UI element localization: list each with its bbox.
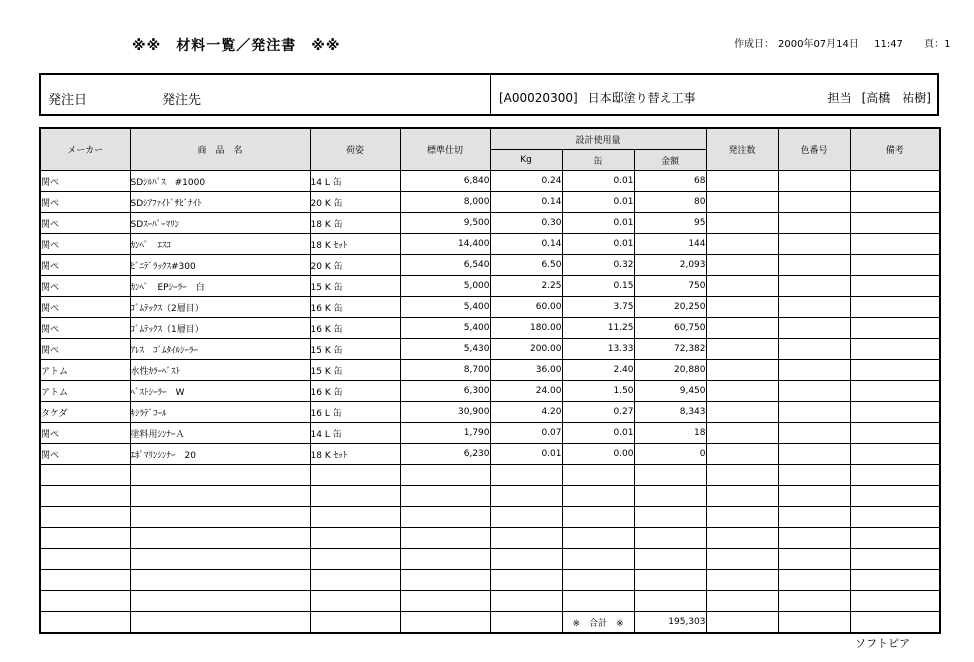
product-cell: ｶﾝﾍﾟ ｴｽｺ — [130, 234, 310, 255]
amount-cell: 750 — [634, 276, 706, 297]
price-cell: 6,840 — [400, 171, 490, 192]
empty-cell — [634, 591, 706, 612]
empty-cell — [778, 570, 850, 591]
empty-cell — [490, 591, 562, 612]
order-qty-cell — [706, 360, 778, 381]
col-maker: メーカー — [40, 128, 130, 171]
amount-cell: 72,382 — [634, 339, 706, 360]
empty-cell — [400, 549, 490, 570]
empty-cell — [400, 486, 490, 507]
order-qty-cell — [706, 171, 778, 192]
note-cell — [850, 192, 940, 213]
maker-cell: 関ペ — [40, 276, 130, 297]
empty-cell — [130, 570, 310, 591]
kg-cell: 0.14 — [490, 234, 562, 255]
empty-cell — [850, 570, 940, 591]
package-cell: 20 K 缶 — [310, 192, 400, 213]
empty-cell — [130, 528, 310, 549]
empty-cell — [490, 465, 562, 486]
empty-cell — [778, 507, 850, 528]
package-cell: 16 L 缶 — [310, 402, 400, 423]
empty-cell — [634, 486, 706, 507]
project-code: [A00020300] — [499, 91, 578, 105]
empty-cell — [310, 507, 400, 528]
empty-cell — [490, 570, 562, 591]
empty-cell — [490, 507, 562, 528]
table-row — [40, 234, 940, 255]
empty-cell — [850, 549, 940, 570]
empty-cell — [40, 549, 130, 570]
empty-cell — [40, 612, 130, 634]
kg-cell: 0.30 — [490, 213, 562, 234]
empty-cell — [634, 465, 706, 486]
table-row — [40, 297, 940, 318]
color-no-cell — [778, 381, 850, 402]
empty-cell — [490, 486, 562, 507]
package-cell: 20 K 缶 — [310, 255, 400, 276]
table-row-empty — [40, 549, 940, 570]
empty-cell — [310, 465, 400, 486]
product-cell: SDｼｱﾌｧｲﾄﾞｻﾋﾞﾅｲﾄ — [130, 192, 310, 213]
empty-cell — [40, 591, 130, 612]
amount-cell: 8,343 — [634, 402, 706, 423]
empty-cell — [850, 612, 940, 634]
note-cell — [850, 255, 940, 276]
color-no-cell — [778, 423, 850, 444]
empty-cell — [400, 465, 490, 486]
price-cell: 6,230 — [400, 444, 490, 465]
table-row — [40, 444, 940, 465]
order-info-box — [39, 73, 939, 116]
col-note: 備考 — [850, 128, 940, 171]
order-qty-cell — [706, 234, 778, 255]
empty-cell — [634, 507, 706, 528]
table-row — [40, 423, 940, 444]
amount-cell: 68 — [634, 171, 706, 192]
empty-cell — [562, 591, 634, 612]
maker-cell: 関ペ — [40, 318, 130, 339]
product-cell: SDｼﾙﾊﾞｽ #1000 — [130, 171, 310, 192]
col-order-qty: 発注数 — [706, 128, 778, 171]
col-can: 缶 — [562, 150, 634, 171]
person-label: 担当 — [827, 91, 852, 105]
table-row-empty — [40, 591, 940, 612]
empty-cell — [706, 528, 778, 549]
document-meta — [734, 35, 954, 50]
empty-cell — [310, 570, 400, 591]
color-no-cell — [778, 255, 850, 276]
can-cell: 0.01 — [562, 192, 634, 213]
kg-cell: 60.00 — [490, 297, 562, 318]
empty-cell — [400, 612, 490, 634]
maker-cell: アトム — [40, 360, 130, 381]
price-cell: 6,300 — [400, 381, 490, 402]
table-row-empty — [40, 465, 940, 486]
price-cell: 8,700 — [400, 360, 490, 381]
empty-cell — [634, 549, 706, 570]
amount-cell: 9,450 — [634, 381, 706, 402]
note-cell — [850, 318, 940, 339]
price-cell: 8,000 — [400, 192, 490, 213]
empty-cell — [40, 570, 130, 591]
amount-cell: 20,880 — [634, 360, 706, 381]
project-info — [499, 89, 696, 106]
order-qty-cell — [706, 339, 778, 360]
price-cell: 14,400 — [400, 234, 490, 255]
can-cell: 13.33 — [562, 339, 634, 360]
note-cell — [850, 360, 940, 381]
empty-cell — [562, 549, 634, 570]
table-row — [40, 213, 940, 234]
empty-cell — [400, 570, 490, 591]
created-date: 2000年07月14日 — [778, 39, 859, 50]
empty-cell — [778, 612, 850, 634]
kg-cell: 2.25 — [490, 276, 562, 297]
note-cell — [850, 171, 940, 192]
empty-cell — [490, 528, 562, 549]
table-row — [40, 402, 940, 423]
amount-cell: 18 — [634, 423, 706, 444]
package-cell: 16 K 缶 — [310, 297, 400, 318]
package-cell: 16 K 缶 — [310, 381, 400, 402]
can-cell: 0.32 — [562, 255, 634, 276]
maker-cell: タケダ — [40, 402, 130, 423]
empty-cell — [130, 465, 310, 486]
color-no-cell — [778, 192, 850, 213]
price-cell: 1,790 — [400, 423, 490, 444]
materials-table — [39, 127, 941, 634]
package-cell: 18 K ｾｯﾄ — [310, 234, 400, 255]
maker-cell: 関ペ — [40, 444, 130, 465]
package-cell: 15 K 缶 — [310, 360, 400, 381]
order-qty-cell — [706, 213, 778, 234]
empty-cell — [706, 570, 778, 591]
package-cell: 15 K 缶 — [310, 276, 400, 297]
document-title: ※※ 材料一覧／発注書 ※※ — [132, 38, 341, 54]
created-time: 11:47 — [874, 39, 903, 50]
empty-cell — [310, 549, 400, 570]
empty-cell — [706, 612, 778, 634]
order-info-left — [41, 75, 491, 114]
empty-cell — [634, 528, 706, 549]
color-no-cell — [778, 171, 850, 192]
empty-cell — [130, 612, 310, 634]
company-name: ソフトピア — [855, 637, 910, 650]
empty-cell — [706, 507, 778, 528]
project-name: 日本邸塗り替え工事 — [587, 91, 696, 105]
page-number: 頁：1 — [924, 39, 951, 50]
note-cell — [850, 234, 940, 255]
kg-cell: 0.01 — [490, 444, 562, 465]
empty-cell — [130, 591, 310, 612]
color-no-cell — [778, 276, 850, 297]
kg-cell: 6.50 — [490, 255, 562, 276]
empty-cell — [40, 465, 130, 486]
price-cell: 6,540 — [400, 255, 490, 276]
package-cell: 18 K 缶 — [310, 213, 400, 234]
created-label: 作成日： — [734, 39, 774, 50]
total-amount: 195,303 — [634, 612, 706, 634]
product-cell: 水性ｶﾗｰﾍﾞｽﾄ — [130, 360, 310, 381]
note-cell — [850, 297, 940, 318]
total-row — [40, 612, 940, 634]
color-no-cell — [778, 339, 850, 360]
empty-cell — [706, 486, 778, 507]
note-cell — [850, 213, 940, 234]
table-row — [40, 360, 940, 381]
price-cell: 30,900 — [400, 402, 490, 423]
person-name: [高橋 祐樹] — [861, 91, 931, 105]
table-row — [40, 318, 940, 339]
color-no-cell — [778, 360, 850, 381]
color-no-cell — [778, 402, 850, 423]
product-cell: ｶﾝﾍﾟ EPｼｰﾗｰ 白 — [130, 276, 310, 297]
col-package: 荷姿 — [310, 128, 400, 171]
color-no-cell — [778, 213, 850, 234]
can-cell: 3.75 — [562, 297, 634, 318]
table-row — [40, 276, 940, 297]
empty-cell — [778, 486, 850, 507]
product-cell: 塗料用ｼﾝﾅｰＡ — [130, 423, 310, 444]
product-cell: ｺﾞﾑﾃｯｸｽ（1層目） — [130, 318, 310, 339]
color-no-cell — [778, 297, 850, 318]
empty-cell — [850, 528, 940, 549]
table-row-empty — [40, 486, 940, 507]
col-color-no: 色番号 — [778, 128, 850, 171]
product-cell: ｺﾞﾑﾃｯｸｽ（2層目） — [130, 297, 310, 318]
maker-cell: 関ペ — [40, 192, 130, 213]
empty-cell — [310, 591, 400, 612]
note-cell — [850, 402, 940, 423]
note-cell — [850, 381, 940, 402]
empty-cell — [562, 486, 634, 507]
table-row — [40, 339, 940, 360]
order-qty-cell — [706, 255, 778, 276]
table-row — [40, 192, 940, 213]
maker-cell: 関ペ — [40, 339, 130, 360]
amount-cell: 0 — [634, 444, 706, 465]
empty-cell — [778, 549, 850, 570]
amount-cell: 144 — [634, 234, 706, 255]
empty-cell — [778, 528, 850, 549]
kg-cell: 180.00 — [490, 318, 562, 339]
note-cell — [850, 276, 940, 297]
can-cell: 0.27 — [562, 402, 634, 423]
empty-cell — [850, 507, 940, 528]
total-label: ※ 合計 ※ — [562, 612, 634, 634]
maker-cell: アトム — [40, 381, 130, 402]
empty-cell — [850, 465, 940, 486]
order-qty-cell — [706, 276, 778, 297]
table-row-empty — [40, 507, 940, 528]
can-cell: 0.01 — [562, 213, 634, 234]
order-qty-cell — [706, 318, 778, 339]
note-cell — [850, 444, 940, 465]
col-design-usage: 設計使用量 — [490, 128, 706, 150]
empty-cell — [562, 507, 634, 528]
empty-cell — [400, 528, 490, 549]
empty-cell — [130, 507, 310, 528]
amount-cell: 80 — [634, 192, 706, 213]
maker-cell: 関ペ — [40, 213, 130, 234]
empty-cell — [706, 549, 778, 570]
person-in-charge — [828, 89, 931, 106]
amount-cell: 20,250 — [634, 297, 706, 318]
product-cell: ﾋﾞﾆﾃﾞﾗｯｸｽ#300 — [130, 255, 310, 276]
can-cell: 1.50 — [562, 381, 634, 402]
maker-cell: 関ペ — [40, 234, 130, 255]
kg-cell: 24.00 — [490, 381, 562, 402]
amount-cell: 95 — [634, 213, 706, 234]
amount-cell: 2,093 — [634, 255, 706, 276]
price-cell: 5,400 — [400, 297, 490, 318]
product-cell: ﾍﾞｽﾄｼｰﾗｰ W — [130, 381, 310, 402]
amount-cell: 60,750 — [634, 318, 706, 339]
can-cell: 11.25 — [562, 318, 634, 339]
product-cell: ｷｼﾗﾃﾞｺｰﾙ — [130, 402, 310, 423]
package-cell: 14 L 缶 — [310, 423, 400, 444]
empty-cell — [40, 486, 130, 507]
empty-cell — [400, 591, 490, 612]
order-qty-cell — [706, 423, 778, 444]
empty-cell — [634, 570, 706, 591]
empty-cell — [400, 507, 490, 528]
package-cell: 16 K 缶 — [310, 318, 400, 339]
order-date-label: 発注日 — [48, 93, 88, 108]
order-qty-cell — [706, 297, 778, 318]
product-cell: ｴﾎﾟﾏﾘﾝｼﾝﾅｰ 20 — [130, 444, 310, 465]
order-qty-cell — [706, 381, 778, 402]
col-kg: Kg — [490, 150, 562, 171]
empty-cell — [40, 528, 130, 549]
package-cell: 15 K 缶 — [310, 339, 400, 360]
can-cell: 0.01 — [562, 423, 634, 444]
empty-cell — [40, 507, 130, 528]
maker-cell: 関ペ — [40, 171, 130, 192]
empty-cell — [130, 486, 310, 507]
empty-cell — [706, 465, 778, 486]
note-cell — [850, 423, 940, 444]
kg-cell: 4.20 — [490, 402, 562, 423]
empty-cell — [490, 612, 562, 634]
empty-cell — [490, 549, 562, 570]
color-no-cell — [778, 234, 850, 255]
col-amount: 金額 — [634, 150, 706, 171]
table-row-empty — [40, 570, 940, 591]
kg-cell: 0.24 — [490, 171, 562, 192]
maker-cell: 関ペ — [40, 255, 130, 276]
empty-cell — [562, 465, 634, 486]
kg-cell: 200.00 — [490, 339, 562, 360]
order-qty-cell — [706, 402, 778, 423]
color-no-cell — [778, 318, 850, 339]
note-cell — [850, 339, 940, 360]
maker-cell: 関ペ — [40, 297, 130, 318]
order-qty-cell — [706, 444, 778, 465]
col-price: 標準仕切 — [400, 128, 490, 171]
table-row — [40, 171, 940, 192]
empty-cell — [562, 528, 634, 549]
can-cell: 0.15 — [562, 276, 634, 297]
col-product: 商 品 名 — [130, 128, 310, 171]
empty-cell — [850, 591, 940, 612]
empty-cell — [310, 486, 400, 507]
table-row — [40, 255, 940, 276]
empty-cell — [562, 570, 634, 591]
order-qty-cell — [706, 192, 778, 213]
kg-cell: 0.07 — [490, 423, 562, 444]
can-cell: 0.01 — [562, 171, 634, 192]
empty-cell — [130, 549, 310, 570]
empty-cell — [778, 591, 850, 612]
empty-cell — [778, 465, 850, 486]
product-cell: SDｽｰﾊﾟｰﾏﾘﾝ — [130, 213, 310, 234]
maker-cell: 関ペ — [40, 423, 130, 444]
table-row-empty — [40, 528, 940, 549]
supplier-label: 発注先 — [162, 93, 202, 108]
can-cell: 0.00 — [562, 444, 634, 465]
can-cell: 0.01 — [562, 234, 634, 255]
kg-cell: 0.14 — [490, 192, 562, 213]
product-cell: ｱﾚｽ ｺﾞﾑﾀｲﾙｼｰﾗｰ — [130, 339, 310, 360]
empty-cell — [310, 612, 400, 634]
empty-cell — [310, 528, 400, 549]
empty-cell — [850, 486, 940, 507]
table-row — [40, 381, 940, 402]
price-cell: 5,430 — [400, 339, 490, 360]
color-no-cell — [778, 444, 850, 465]
table-body — [40, 171, 940, 634]
package-cell: 14 L 缶 — [310, 171, 400, 192]
can-cell: 2.40 — [562, 360, 634, 381]
price-cell: 5,400 — [400, 318, 490, 339]
empty-cell — [706, 591, 778, 612]
kg-cell: 36.00 — [490, 360, 562, 381]
price-cell: 9,500 — [400, 213, 490, 234]
package-cell: 18 K ｾｯﾄ — [310, 444, 400, 465]
price-cell: 5,000 — [400, 276, 490, 297]
